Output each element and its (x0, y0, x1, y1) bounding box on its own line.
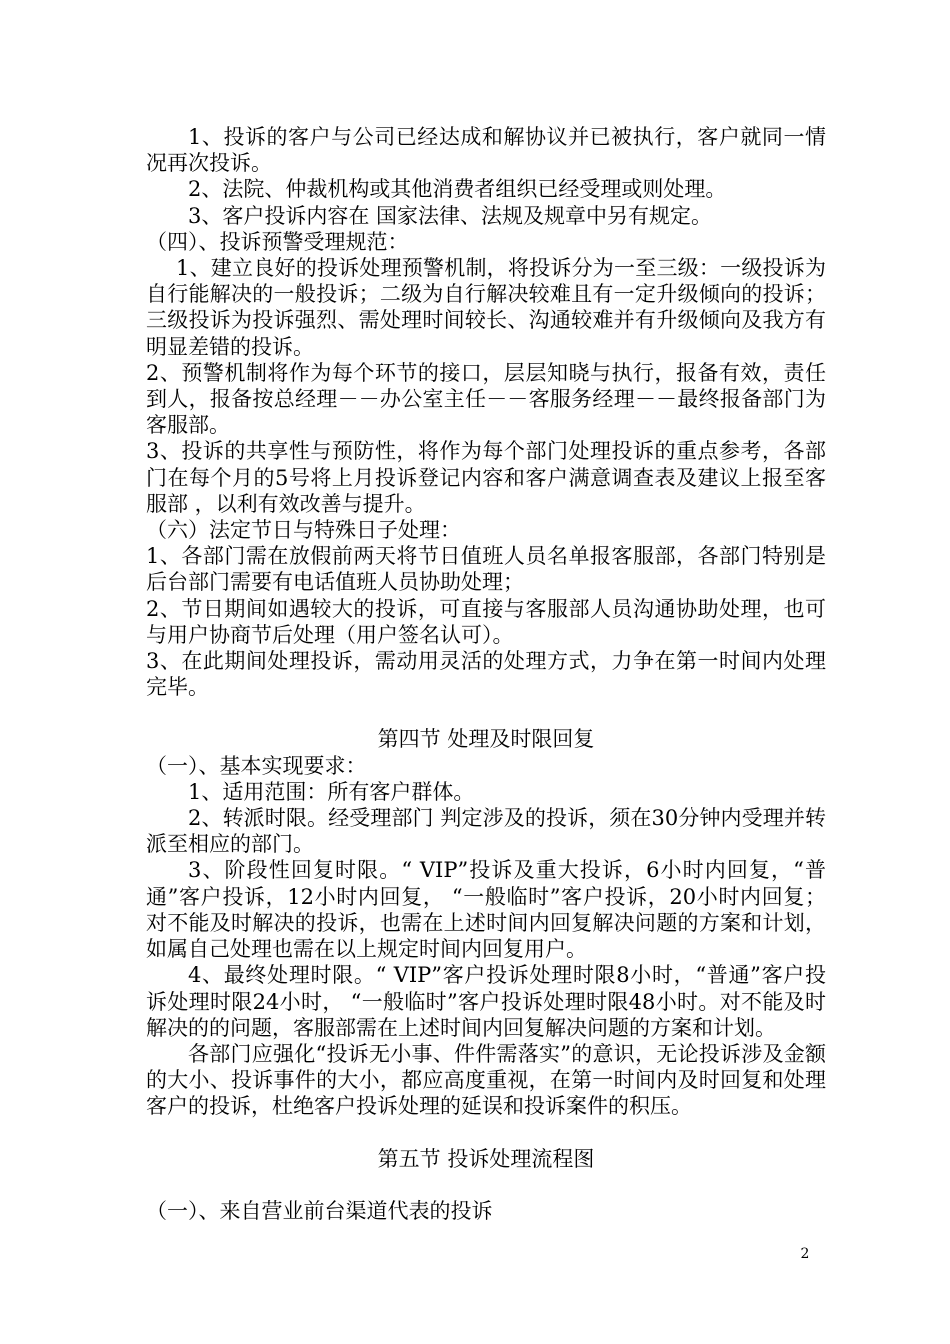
paragraph-item-1: 1、投诉的客户与公司已经达成和解协议并已被执行，客户就同一情况再次投诉。 (146, 125, 826, 176)
section-heading-4: （四）、投诉预警受理规范： (146, 229, 409, 254)
subsection-heading-basic: （一）、基本实现要求： (146, 753, 367, 778)
paragraph-warning-1: 1、建立良好的投诉处理预警机制，将投诉分为一至三级：一级投诉为自行能解决的一般投诉；二级为自行解决较难且有一定升级倾向的投诉；三级投诉为投诉强烈、需处理时间较长、沟通较难并有升级倾向及我方有明显差错的投诉。 (146, 256, 826, 359)
paragraph-holiday-3: 3、在此期间处理投诉，需动用灵活的处理方式，力争在第一时间内处理完毕。 (146, 649, 826, 700)
paragraph-dispatch-limit: 2、转派时限。经受理部门 判定涉及的投诉，须在30分钟内受理并转派至相应的部门。 (146, 806, 826, 857)
spacer (146, 1172, 826, 1198)
paragraph-holiday-1: 1、各部门需在放假前两天将节日值班人员名单报客服部，各部门特别是后台部门需要有电话值班人员协助处理； (146, 544, 826, 595)
paragraph-departments: 各部门应强化“投诉无小事、件件需落实”的意识，无论投诉涉及金额的大小、投诉事件的大小，都应高度重视，在第一时间内及时回复和处理客户的投诉，杜绝客户投诉处理的延误和投诉案件的积压。 (146, 1041, 826, 1119)
section-heading-6: （六）法定节日与特殊日子处理： (146, 518, 461, 543)
paragraph-warning-2: 2、预警机制将作为每个环节的接口，层层知晓与执行，报备有效，责任到人，报备按总经理－－办公室主任－－客服务经理－－最终报备部门为客服部。 (146, 360, 826, 438)
chapter-heading-section-4: 第四节 处理及时限回复 (377, 727, 595, 752)
paragraph-stage-reply: 3、阶段性回复时限。“ VIP”投诉及重大投诉，6小时内回复，“普通”客户投诉，12小时内回复， “一般临时”客户投诉，20小时内回复；对不能及时解决的投诉，也需在上述时间内回复解决问题的方案和计划，如属自己处理也需在以上规定时间内回复用户。 (146, 858, 826, 962)
spacer (146, 700, 826, 726)
paragraph-warning-3: 3、投诉的共享性与预防性，将作为每个部门处理投诉的重点参考，各部门在每个月的5号将上月投诉登记内容和客户满意调查表及建议上报至客服部 ，以利有效改善与提升。 (146, 439, 826, 516)
paragraph-final-limit: 4、最终处理时限。“ VIP”客户投诉处理时限8小时，“普通”客户投诉处理时限24小时， “一般临时”客户投诉处理时限48小时。对不能及时解决的的问题，客服部需在上述时间内回复解决问题的方案和计划。 (146, 963, 826, 1040)
subsection-heading-front-desk: （一）、来自营业前台渠道代表的投诉 (146, 1198, 493, 1223)
chapter-heading-section-5: 第五节 投诉处理流程图 (377, 1146, 595, 1171)
paragraph-scope: 1、适用范围：所有客户群体。 (188, 779, 475, 804)
spacer (146, 1120, 826, 1146)
page-number: 2 (800, 1246, 810, 1262)
paragraph-holiday-2: 2、节日期间如遇较大的投诉，可直接与客服部人员沟通协助处理，也可与用户协商节后处理（用户签名认可）。 (146, 596, 826, 647)
document-body (146, 124, 826, 1224)
paragraph-item-3: 3、客户投诉内容在 国家法律、法规及规章中另有规定。 (188, 203, 713, 228)
paragraph-item-2: 2、法院、仲裁机构或其他消费者组织已经受理或则处理。 (188, 177, 727, 202)
